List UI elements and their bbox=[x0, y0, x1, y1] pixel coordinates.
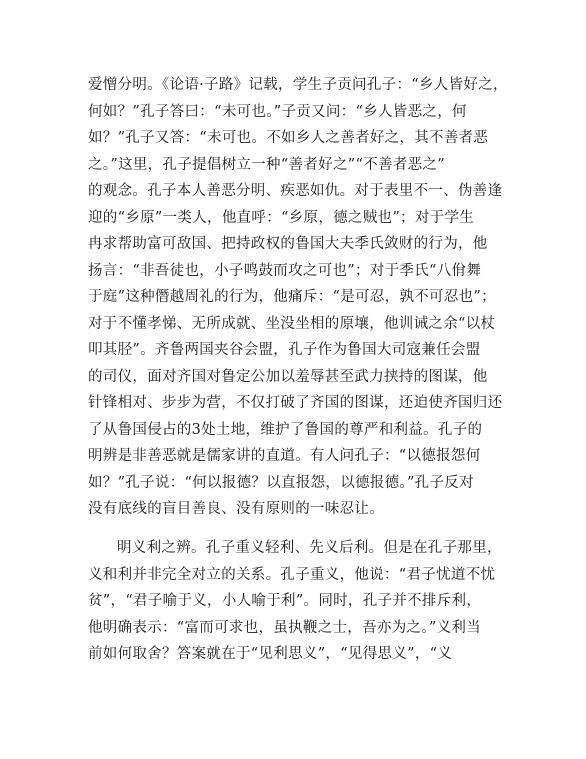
paragraph-1 bbox=[88, 72, 508, 523]
text-line: 如？”孔子说：“何以报德？以直报怨，以德报德。”孔子反对 bbox=[88, 474, 474, 491]
paragraph-2 bbox=[88, 535, 508, 668]
text-line: 于庭”这种僭越周礼的行为，他痛斥：“是可忍，孰不可忍也”； bbox=[88, 289, 496, 305]
text-line: 之。”这里，孔子提倡树立一种“善者好之”“不善者恶之” bbox=[88, 156, 445, 173]
text-line: 对于不懂孝悌、无所成就、坐没坐相的原壤，他训诫之余“以杖 bbox=[88, 315, 496, 332]
text-line: 义和利并非完全对立的关系。孔子重义，他说：“君子忧道不忧 bbox=[88, 566, 496, 583]
text-line: 明辨是非善恶就是儒家讲的直道。有人问孔子：“以德报怨何 bbox=[88, 448, 481, 464]
text-line: 何如？”孔子答曰：“未可也。”子贡又问：“乡人皆恶之，何 bbox=[88, 103, 467, 120]
text-line: 爱憎分明。《论语·子路》记载，学生子贡问孔子：“乡人皆好之， bbox=[88, 77, 508, 93]
text-line: 明义利之辨。孔子重义轻利、先义后利。但是在孔子那里， bbox=[117, 540, 502, 556]
text-line: 针锋相对、步步为营，不仅打破了齐国的图谋，还迫使齐国归还 bbox=[88, 395, 503, 411]
text-line: 迎的“乡原”一类人，他直呼：“乡原，德之贼也”；对于学生 bbox=[88, 209, 475, 226]
text-line: 扬言：“非吾徒也，小子鸣鼓而攻之可也”；对于季氏“八佾舞 bbox=[88, 262, 482, 279]
text-line: 贫”，“君子喻于义，小人喻于利”。同时，孔子并不排斥利， bbox=[88, 593, 482, 609]
text-line: 的观念。孔子本人善恶分明、疾恶如仇。对于表里不一、伪善逢 bbox=[88, 183, 503, 199]
text-line: 叩其胫”。齐鲁两国夹谷会盟，孔子作为鲁国大司寇兼任会盟 bbox=[88, 342, 481, 358]
text-line: 他明确表示：“富而可求也，虽执鞭之士，吾亦为之。”义利当 bbox=[88, 619, 481, 636]
text-line: 没有底线的盲目善良、没有原则的一味忍让。 bbox=[88, 501, 384, 517]
text-line: 了从鲁国侵占的3处土地，维护了鲁国的尊严和利益。孔子的 bbox=[88, 421, 483, 438]
text-line: 如？”孔子又答：“未可也。不如乡人之善者好之，其不善者恶 bbox=[88, 130, 489, 146]
text-line: 的司仪，面对齐国对鲁定公加以羞辱甚至武力挟持的图谋，他 bbox=[88, 368, 488, 385]
text-line: 前如何取舍？答案就在于“见利思义”，“见得思义”，“义 bbox=[88, 646, 453, 662]
text-line: 冉求帮助富可敌国、把持政权的鲁国大夫季氏敛财的行为，他 bbox=[88, 236, 488, 252]
